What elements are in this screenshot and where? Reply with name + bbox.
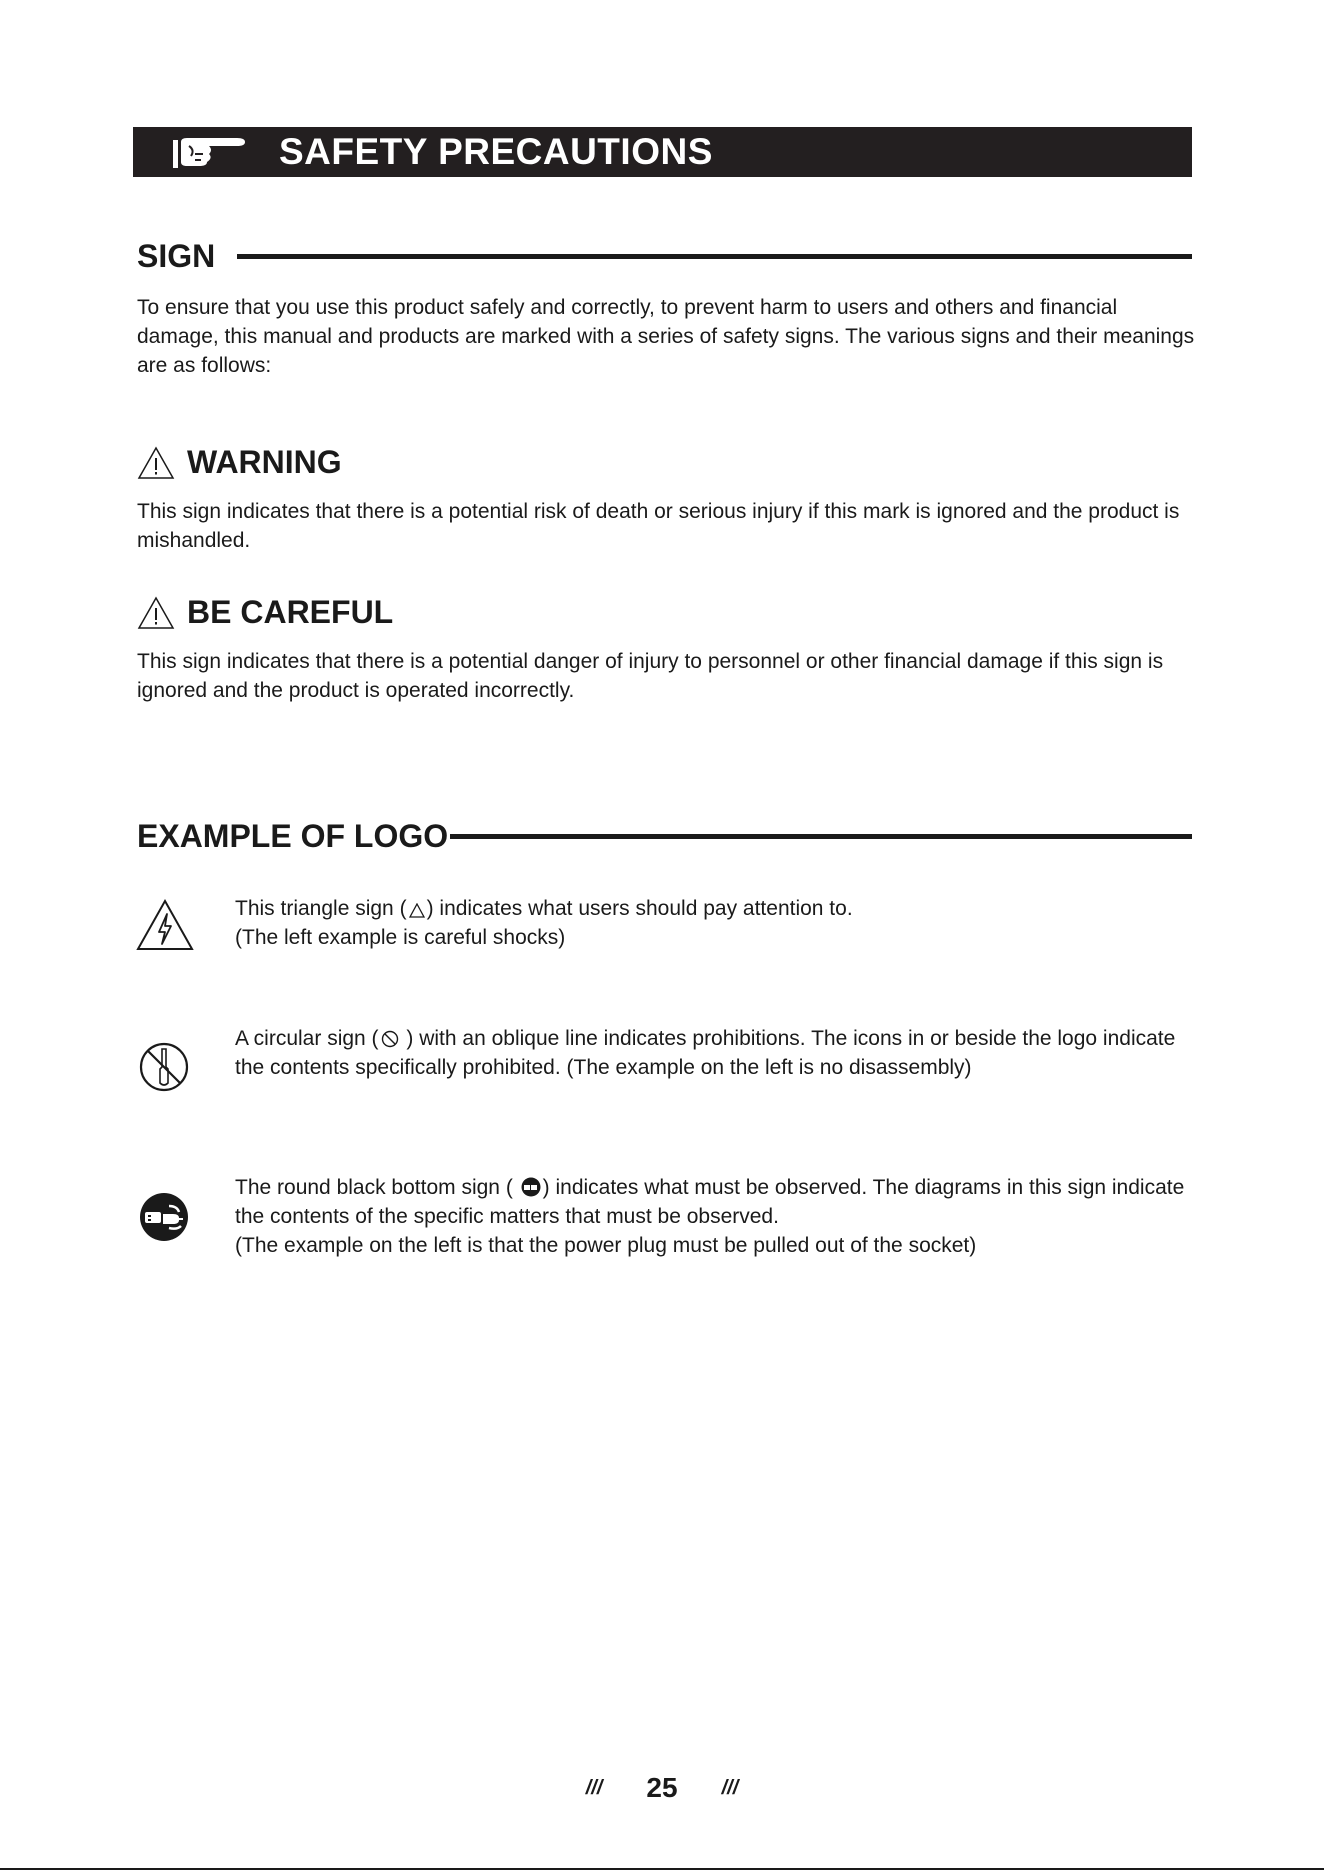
footer-slashes-right: /// (721, 1777, 739, 1799)
heading-rule (237, 254, 1192, 259)
logo-heading: EXAMPLE OF LOGO (137, 818, 449, 854)
warning-triangle-icon (137, 446, 175, 480)
page-number: 25 (646, 1772, 678, 1803)
black-example-text: The round black bottom sign ( ) indicates what must be observed. The diagrams in this sign indicate the contents of the specific matters that must be observed. (The example on the left is that the power plug must be pulled out of the socket) (235, 1176, 1185, 1257)
logo-heading-row (137, 818, 1192, 855)
bottom-edge-line (0, 1868, 1324, 1870)
circle-example-text: A circular sign ( ) with an oblique line indicates prohibitions. The icons in or beside the logo indicate the contents specifically prohibited. (The example on the left is no disassembly) (235, 1027, 1176, 1079)
page-number-footer (0, 1772, 1324, 1804)
electric-shock-triangle-icon (135, 898, 195, 952)
small-triangle-icon (409, 903, 425, 918)
small-prohibition-icon (381, 1030, 399, 1048)
sign-intro: To ensure that you use this product safely and correctly, to prevent harm to users and others and financial damage, this manual and products are marked with a series of safety signs. The various signs and their meanings are as follows: (137, 296, 1195, 377)
heading-rule (450, 834, 1192, 839)
section-banner (133, 127, 1192, 177)
sign-heading: SIGN (137, 238, 216, 274)
unplug-power-icon (139, 1192, 189, 1242)
sign-heading-row (137, 238, 1192, 275)
warning-text: This sign indicates that there is a potential risk of death or serious injury if this mark is ignored and the product is mishandled. (137, 500, 1180, 552)
triangle-example-text: This triangle sign ( ) indicates what users should pay attention to. (The left example is careful shocks) (235, 897, 853, 949)
page-title: SAFETY PRECAUTIONS (279, 131, 713, 172)
pointing-hand-icon (169, 132, 249, 172)
warning-heading (137, 444, 342, 481)
caution-triangle-icon (137, 596, 175, 630)
small-unplug-icon (521, 1177, 541, 1197)
warning-label: WARNING (187, 444, 342, 480)
footer-slashes-left: /// (585, 1777, 603, 1799)
no-disassembly-icon (138, 1041, 190, 1093)
careful-label: BE CAREFUL (187, 594, 394, 630)
careful-heading (137, 594, 393, 631)
careful-text: This sign indicates that there is a potential danger of injury to personnel or other financial damage if this sign is ignored and the product is operated incorrectly. (137, 650, 1164, 702)
